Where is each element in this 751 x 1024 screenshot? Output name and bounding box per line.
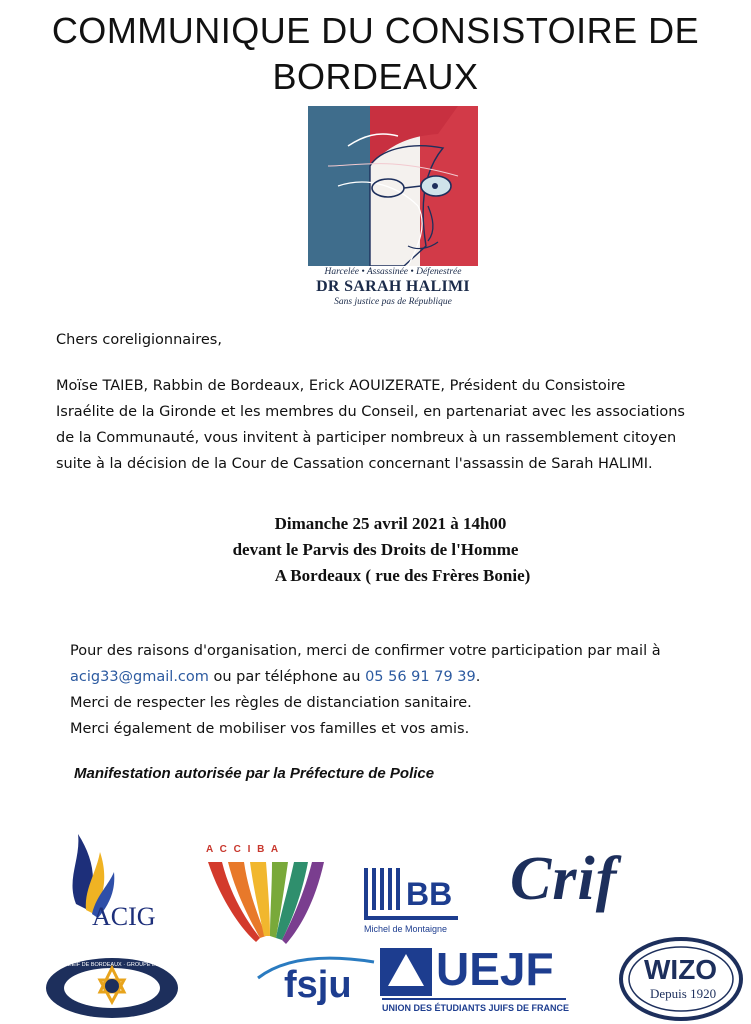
paragraph-line: de la Communauté, vous invitent à participer nombreux à un rassemblement citoyen [56,430,677,446]
eeif-logo [42,950,191,1020]
paragraph-line: Moïse TAIEB, Rabbin de Bordeaux, Erick AOUIZERATE, Président du Consistoire [56,378,626,394]
event-city: A Bordeaux ( rue des Frères Bonie) [274,566,531,585]
poster-illustration [308,106,478,266]
lbb-logo [362,866,462,938]
eeif-label: LES EEIF DE BORDEAUX · GROUPE LOCAL COHAV [56,962,191,968]
page-title [0,8,751,100]
wizo-logo [618,936,744,1022]
event-details [0,511,751,589]
acciba-label: A C C I B A [206,844,281,855]
fsju-logo [254,952,378,1018]
title-line-2: BORDEAUX [272,56,479,97]
organisation-info [70,638,730,742]
poster-tagline: Harcelée • Assassinée • Défenestrée [324,267,462,277]
uejf-divider [382,998,566,1000]
eeif-badge-icon [42,950,182,1020]
paragraph-line: suite à la décision de la Cour de Cassation concernant l'assassin de Sarah HALIMI. [56,456,653,472]
uejf-subtitle: UNION DES ÉTUDIANTS JUIFS DE FRANCE [382,1003,570,1013]
uejf-logo [380,943,570,1020]
uejf-label: UEJF [436,943,554,995]
phone-prefix: ou par téléphone au [208,669,366,685]
phone-suffix: . [475,669,481,685]
police-authorisation-notice: Manifestation autorisée par la Préfecture de Police [74,765,435,782]
org-line-1: Pour des raisons d'organisation, merci de confirmer votre participation par mail à [70,643,661,659]
greeting: Chers coreligionnaires, [56,332,222,348]
org-line-3: Merci de respecter les règles de distanciation sanitaire. [70,695,472,711]
lbb-subtitle: Michel de Montaigne [364,924,448,934]
poster-eye [432,183,438,189]
title-line-1: COMMUNIQUE DU CONSISTOIRE DE [51,10,700,51]
wizo-subtitle: Depuis 1920 [650,986,717,1001]
announcement-paragraph [56,373,716,477]
poster-caption [308,266,478,308]
paragraph-line: Israélite de la Gironde et les membres du Conseil, en partenariat avec les associations [56,404,685,420]
org-line-4: Merci également de mobiliser vos familles et vos amis. [70,721,470,737]
uejf-star-icon [380,948,432,996]
wizo-label: WIZO [644,954,718,985]
poster-name: DR SARAH HALIMI [316,278,470,295]
event-date: Dimanche 25 avril 2021 à 14h00 [274,514,507,533]
phone-link[interactable]: 05 56 91 79 39 [365,669,476,685]
fsju-label: fsju [284,964,352,1006]
acciba-mark-icon [200,858,330,948]
crif-label: Crif [510,845,618,913]
acig-label: ACIG [92,902,156,931]
crif-logo [510,844,670,924]
acciba-logo [200,844,330,944]
email-link[interactable]: acig33@gmail.com [70,669,209,685]
acig-logo [56,834,176,934]
lbb-label: BB [406,876,453,912]
org-line-2 [70,664,730,690]
poster-subtitle: Sans justice pas de République [334,297,452,307]
event-place: devant le Parvis des Droits de l'Homme [232,540,519,559]
